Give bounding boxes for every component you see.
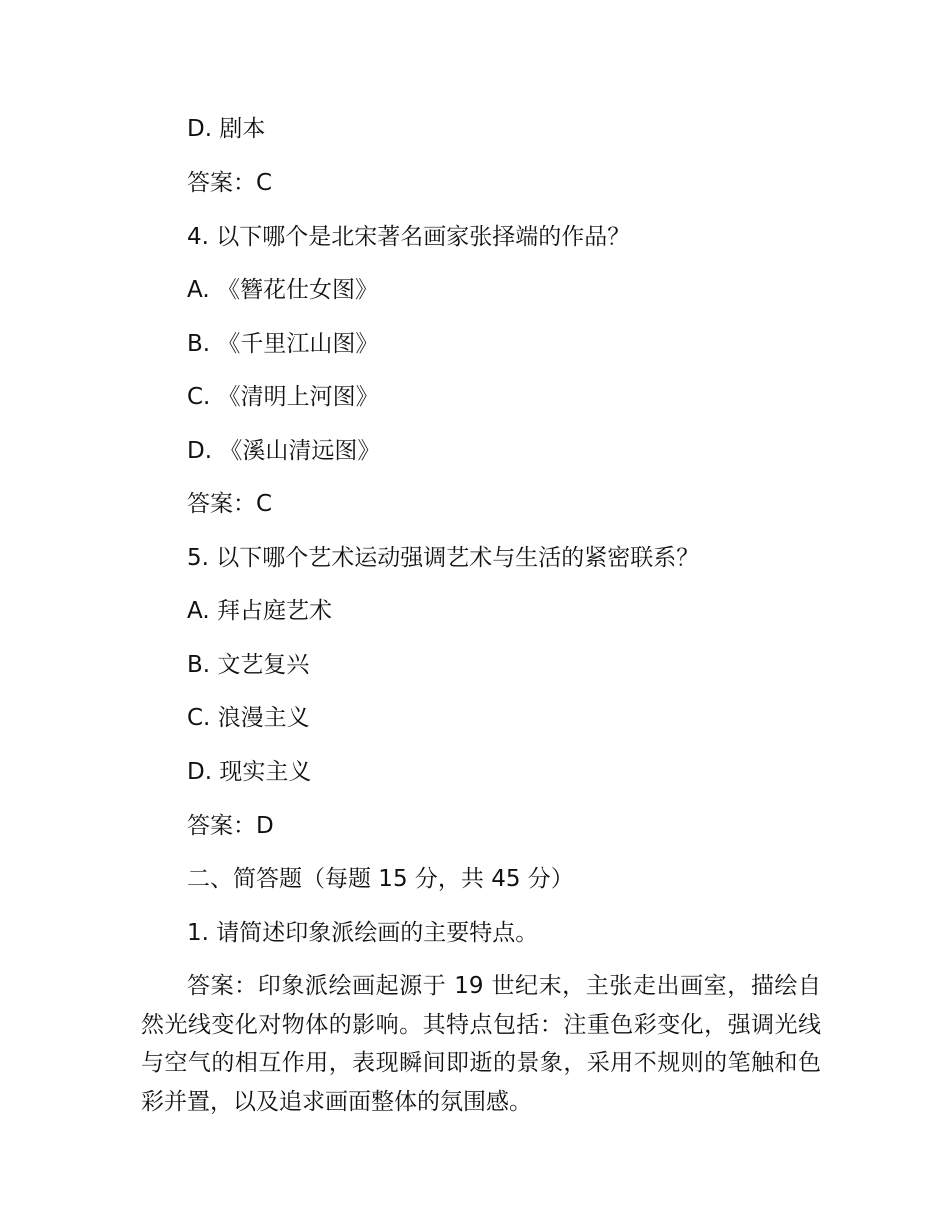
q3-option-d: D. 剧本 (187, 116, 266, 142)
q5-question: 5. 以下哪个艺术运动强调艺术与生活的紧密联系？ (187, 545, 700, 571)
q4-option-b: B. 《千里江山图》 (187, 331, 379, 357)
q5-option-d: D. 现实主义 (187, 759, 312, 785)
q4-option-a: A. 《簪花仕女图》 (187, 277, 378, 303)
q5-option-b: B. 文艺复兴 (187, 652, 310, 678)
q3-answer: 答案：C (187, 170, 273, 196)
section-heading: 二、简答题（每题 15 分，共 45 分） (187, 866, 574, 892)
q5-option-a: A. 拜占庭艺术 (187, 598, 332, 624)
short-answer-q1-answer: 答案：印象派绘画起源于 19 世纪末，主张走出画室，描绘自然光线变化对物体的影响。其特点包括：注重色彩变化，强调光线与空气的相互作用，表现瞬间即逝的景象，采用不规则的笔触和色彩并置，以及追求画面整体的氛围感。 (141, 973, 821, 1116)
short-answer-q1: 1. 请简述印象派绘画的主要特点。 (187, 920, 539, 946)
q4-answer: 答案：C (187, 491, 273, 517)
q5-answer: 答案：D (187, 813, 274, 839)
q5-option-c: C. 浪漫主义 (187, 705, 310, 731)
q4-option-c: C. 《清明上河图》 (187, 384, 379, 410)
q4-question: 4. 以下哪个是北宋著名画家张择端的作品？ (187, 224, 631, 250)
q4-option-d: D. 《溪山清远图》 (187, 438, 381, 464)
